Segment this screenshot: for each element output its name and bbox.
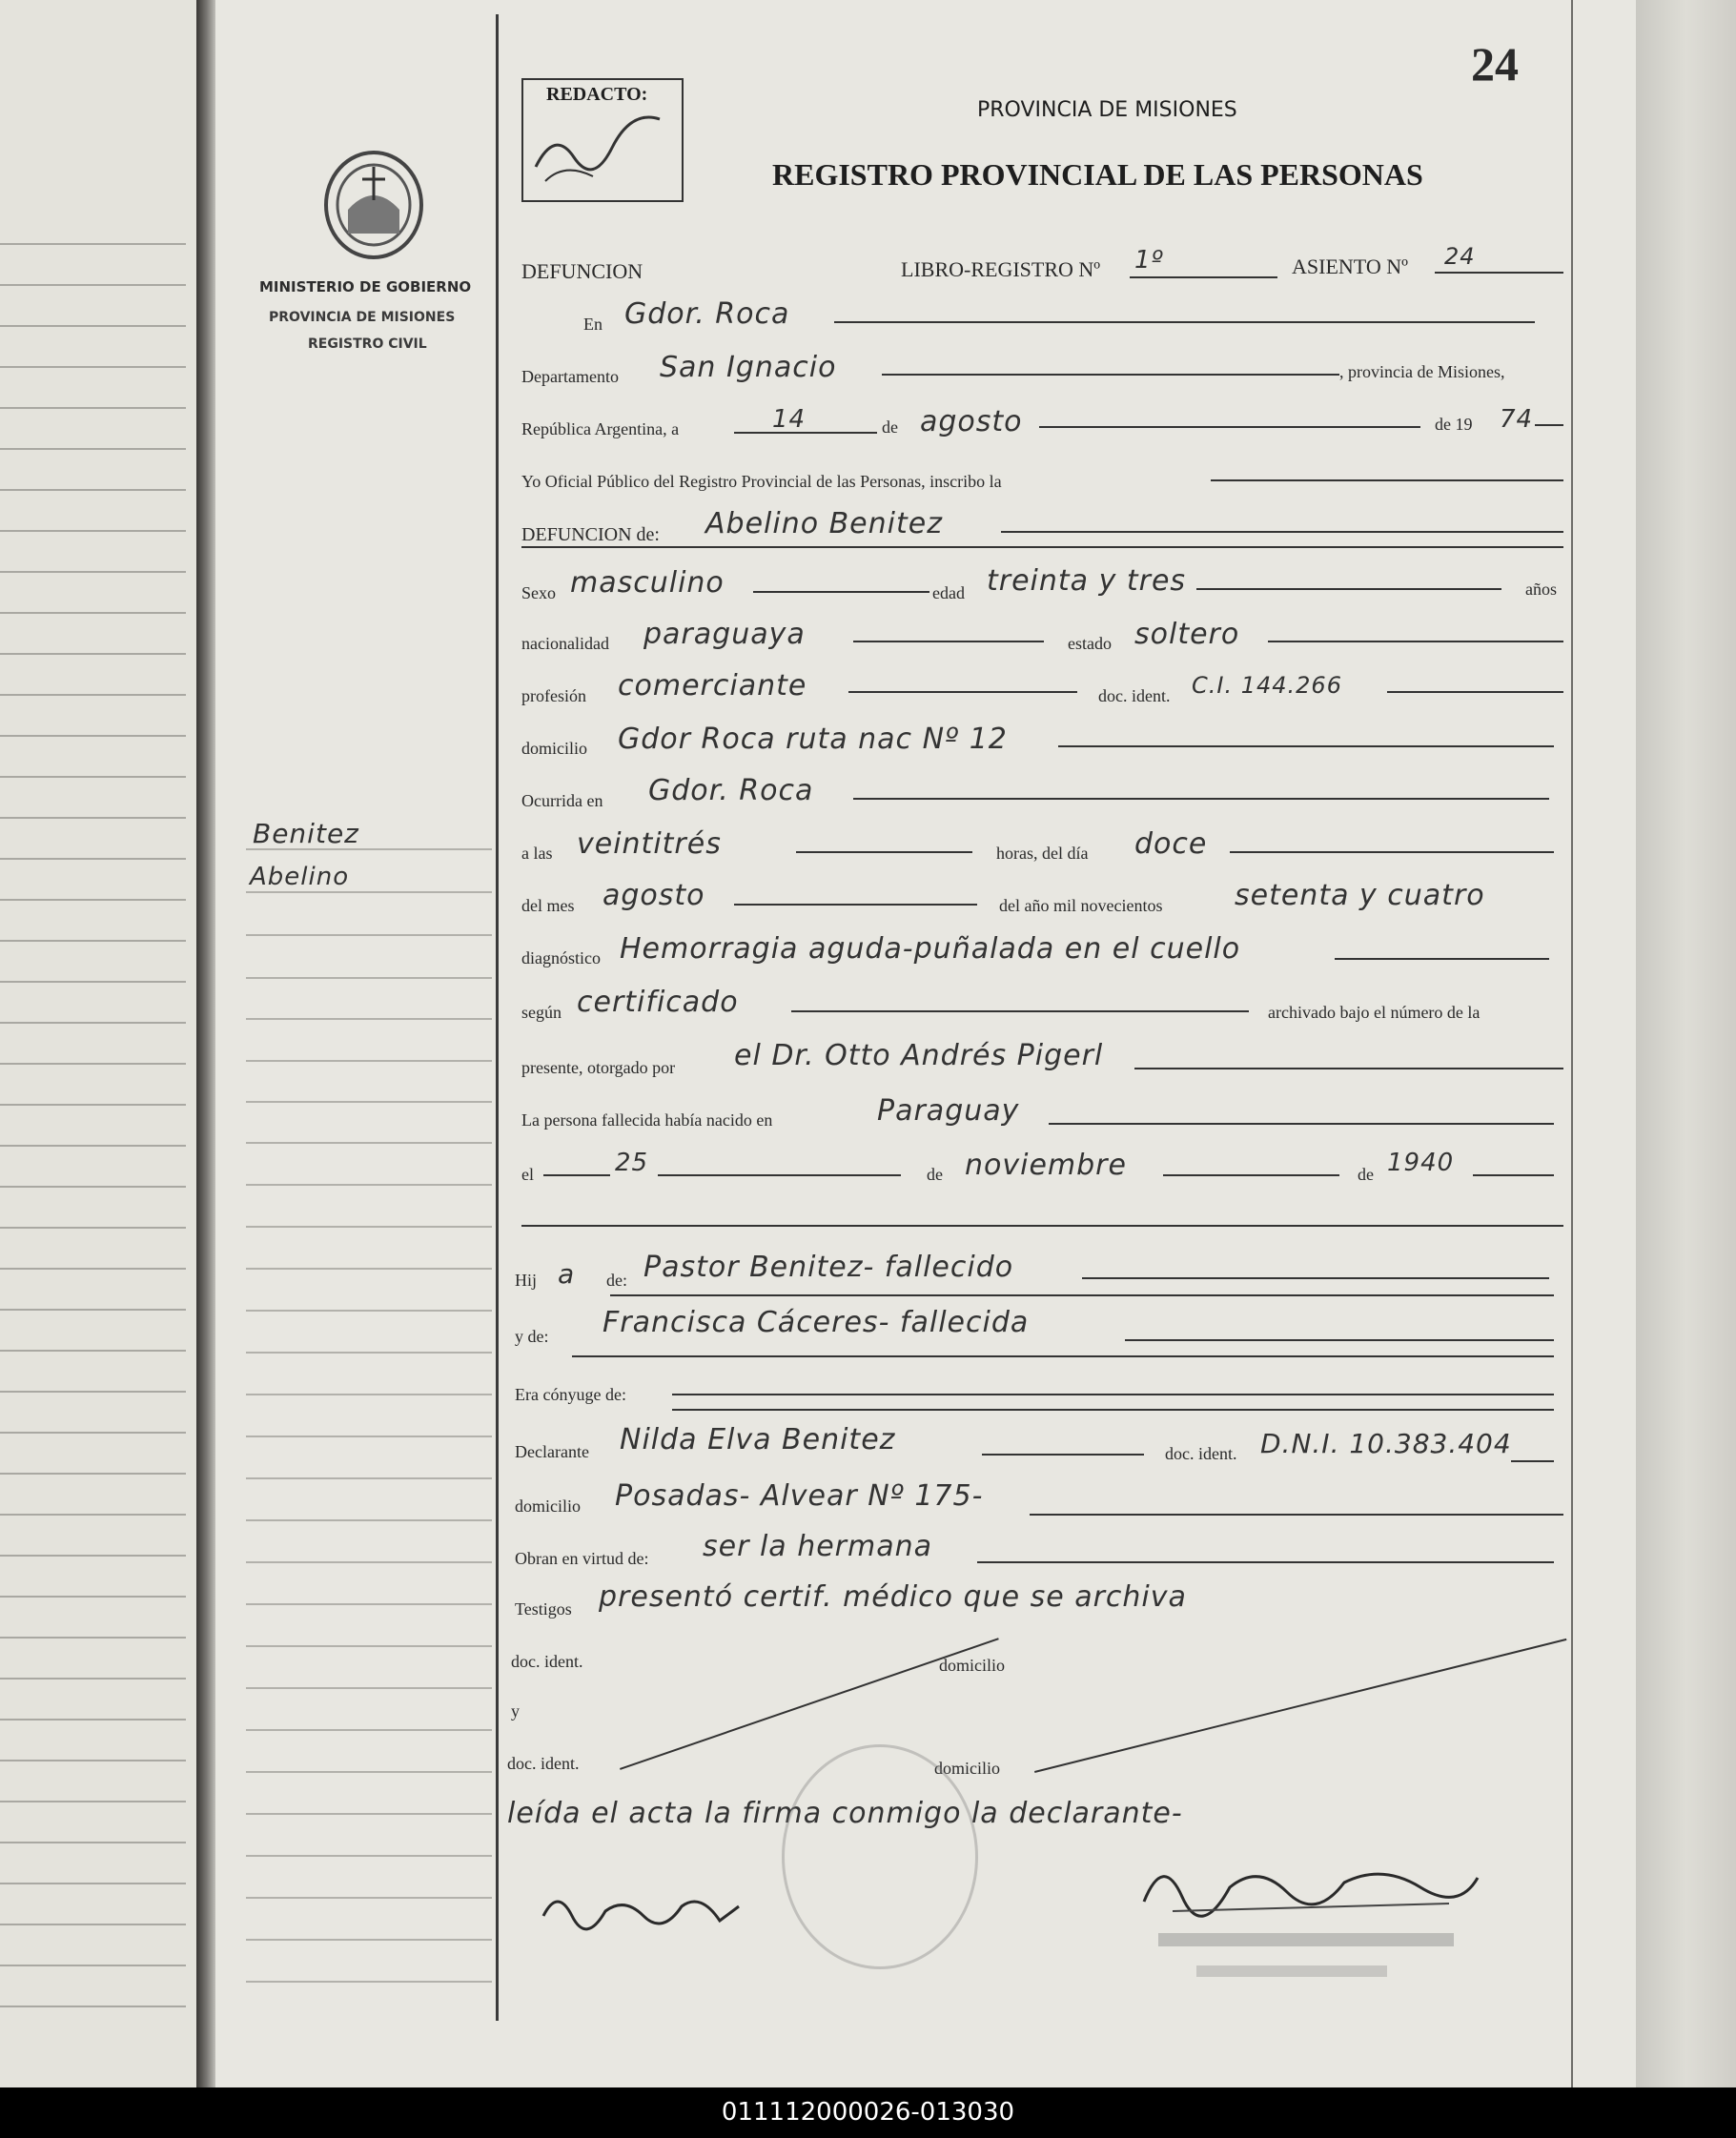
label-en: En [583, 315, 602, 334]
label-archivado: archivado bajo el número de la [1268, 1003, 1481, 1022]
ruled-line [0, 940, 186, 942]
note-line [246, 1352, 492, 1354]
value-libro: 1º [1134, 246, 1164, 275]
page-number: 24 [1471, 37, 1519, 91]
note-line [246, 1101, 492, 1103]
ruled-line [0, 284, 186, 286]
label-estado: estado [1068, 634, 1112, 653]
label-declarante: Declarante [515, 1442, 589, 1461]
book-gutter [196, 0, 217, 2087]
fill-line [543, 1174, 610, 1176]
label-domicilio-2: domicilio [515, 1497, 581, 1516]
fill-line [1435, 272, 1563, 274]
value-edad: treinta y tres [987, 564, 1187, 598]
label-profesion: profesión [521, 686, 586, 705]
label-hij: Hij [515, 1271, 538, 1290]
note-line [246, 1184, 492, 1186]
fill-line [1125, 1339, 1554, 1341]
label-doc-ident-3: doc. ident. [511, 1652, 583, 1671]
oficial-stamp [1158, 1925, 1482, 1997]
value-sexo: masculino [570, 566, 725, 600]
ruled-line [0, 1924, 186, 1925]
ruled-line [0, 1391, 186, 1393]
label-del-ano: del año mil novecientos [999, 896, 1163, 915]
redacto-label: REDACTO: [546, 84, 648, 105]
label-nacionalidad: nacionalidad [521, 634, 609, 653]
label-yo-oficial: Yo Oficial Público del Registro Provincial de las Personas, inscribo la [521, 472, 1002, 491]
value-decl-domicilio: Posadas- Alvear Nº 175- [615, 1479, 984, 1513]
fill-line [521, 546, 1563, 548]
ruled-line [0, 776, 186, 778]
value-madre: Francisca Cáceres- fallecida [602, 1306, 1030, 1339]
value-profesion: comerciante [618, 669, 807, 702]
note-line [246, 1897, 492, 1899]
fill-line [1058, 745, 1554, 747]
fill-line [1387, 691, 1563, 693]
label-y: y [511, 1701, 520, 1721]
value-padre: Pastor Benitez- fallecido [643, 1251, 1014, 1284]
ruled-line [0, 981, 186, 983]
margin-firstname: Abelino [250, 863, 350, 891]
label-doc-ident-2: doc. ident. [1165, 1444, 1237, 1463]
ruled-line [0, 1883, 186, 1884]
ruled-line [0, 1432, 186, 1434]
page-edge [1636, 0, 1736, 2087]
label-provincia: , provincia de Misiones, [1339, 362, 1505, 381]
value-estado: soltero [1134, 618, 1240, 651]
ruled-line [0, 2006, 186, 2007]
ruled-line [0, 1555, 186, 1557]
note-line [246, 1687, 492, 1689]
note-line [246, 934, 492, 936]
fill-line [1335, 958, 1549, 960]
label-ocurrida: Ocurrida en [521, 791, 603, 810]
note-line [246, 1142, 492, 1144]
value-cierre: leída el acta la firma conmigo la declarante- [507, 1797, 1183, 1830]
label-domicilio: domicilio [521, 739, 587, 758]
fill-line [672, 1409, 1554, 1411]
note-line [246, 1603, 492, 1605]
ruled-line [0, 735, 186, 737]
fill-line [796, 851, 972, 853]
value-departamento: San Ignacio [660, 351, 837, 384]
value-ano-muerte: setenta y cuatro [1235, 879, 1485, 912]
note-line [246, 1939, 492, 1941]
ruled-line [0, 1637, 186, 1639]
label-de-1: de [882, 417, 898, 437]
ruled-line [0, 1801, 186, 1802]
fill-line [1163, 1174, 1339, 1176]
value-nacido: Paraguay [877, 1094, 1020, 1128]
label-de-year: de 19 [1435, 415, 1473, 434]
document-id-footer: 011112000026-013030 [0, 2087, 1736, 2138]
fill-line [1134, 1068, 1563, 1069]
fill-line [610, 1294, 1554, 1296]
value-mes-muerte: agosto [602, 879, 705, 912]
note-line [246, 1813, 492, 1815]
label-departamento: Departamento [521, 367, 619, 386]
label-republica: República Argentina, a [521, 419, 680, 438]
ruled-line [0, 612, 186, 614]
ruled-line [0, 366, 186, 368]
note-line [246, 1436, 492, 1437]
value-nombre: Abelino Benitez [705, 507, 943, 540]
value-nac-dia: 25 [615, 1149, 649, 1177]
label-obran: Obran en virtud de: [515, 1549, 649, 1568]
value-nacionalidad: paraguaya [643, 618, 806, 651]
fill-line [982, 1454, 1144, 1456]
label-edad: edad [932, 583, 965, 602]
label-conyuge: Era cónyuge de: [515, 1385, 626, 1404]
value-declarante: Nilda Elva Benitez [620, 1423, 896, 1456]
value-domicilio: Gdor Roca ruta nac Nº 12 [618, 723, 1008, 756]
value-hora: veintitrés [577, 827, 722, 861]
label-domicilio-4: domicilio [934, 1759, 1000, 1778]
note-line [246, 1561, 492, 1563]
label-domicilio-3: domicilio [939, 1656, 1005, 1675]
fill-line [853, 641, 1044, 642]
note-line [246, 1018, 492, 1020]
value-ano: 74 [1500, 405, 1534, 434]
margin-surname: Benitez [253, 818, 359, 849]
label-del-mes: del mes [521, 896, 575, 915]
ruled-line [0, 817, 186, 819]
right-rule [1571, 0, 1573, 2087]
ruled-line [0, 1842, 186, 1843]
ruled-line [0, 1268, 186, 1270]
label-y-de: y de: [515, 1327, 549, 1346]
fill-line [753, 591, 929, 593]
fill-line [1473, 1174, 1554, 1176]
value-otorgado: el Dr. Otto Andrés Pigerl [734, 1039, 1104, 1072]
value-doc: C.I. 144.266 [1192, 672, 1342, 699]
fill-line [853, 798, 1549, 800]
note-line [246, 1855, 492, 1857]
left-page [0, 0, 202, 2087]
label-defuncion-de: DEFUNCION de: [521, 524, 660, 545]
fill-line [848, 691, 1077, 693]
registry-title: REGISTRO PROVINCIAL DE LAS PERSONAS [772, 157, 1423, 192]
value-hij-suffix: a [558, 1258, 576, 1290]
fill-line [1082, 1277, 1549, 1279]
label-doc-ident: doc. ident. [1098, 686, 1171, 705]
note-line [246, 977, 492, 979]
ruled-line [0, 243, 186, 245]
label-asiento: ASIENTO Nº [1292, 255, 1408, 278]
fill-line [1511, 1460, 1554, 1462]
label-presente: presente, otorgado por [521, 1058, 676, 1077]
note-line [246, 1477, 492, 1479]
fill-line [572, 1355, 1554, 1357]
note-line [246, 1771, 492, 1773]
note-line [246, 891, 492, 893]
note-line [246, 1060, 492, 1062]
fill-line [882, 374, 1339, 376]
ruled-line [0, 1227, 186, 1229]
label-diagnostico: diagnóstico [521, 948, 601, 967]
ruled-line [0, 1104, 186, 1106]
province-header: PROVINCIA DE MISIONES [977, 98, 1237, 122]
ruled-line [0, 1063, 186, 1065]
value-decl-doc: D.N.I. 10.383.404 [1260, 1428, 1512, 1459]
ruled-line [0, 1719, 186, 1721]
value-nac-ano: 1940 [1387, 1149, 1455, 1177]
value-nac-mes: noviembre [965, 1149, 1127, 1182]
ruled-line [0, 1760, 186, 1761]
ruled-line [0, 1965, 186, 1966]
ruled-line [0, 1473, 186, 1475]
label-doc-ident-4: doc. ident. [507, 1754, 580, 1773]
official-seal [782, 1744, 978, 1969]
fill-line [834, 321, 1535, 323]
ministry-line-1: MINISTERIO DE GOBIERNO [259, 278, 472, 295]
fill-line [1268, 641, 1563, 642]
value-testigos: presentó certif. médico que se archiva [599, 1580, 1187, 1614]
label-de-colon: de: [606, 1271, 627, 1290]
fill-line [1039, 426, 1420, 428]
label-defuncion: DEFUNCION [521, 259, 643, 283]
ruled-line [0, 694, 186, 696]
ruled-line [0, 407, 186, 409]
ruled-line [0, 653, 186, 655]
ruled-line [0, 1596, 186, 1598]
fill-line [672, 1394, 1554, 1395]
label-el: el [521, 1165, 534, 1184]
value-mes: agosto [920, 405, 1023, 438]
value-segun: certificado [577, 986, 739, 1019]
note-line [246, 1394, 492, 1395]
ministry-line-3: REGISTRO CIVIL [308, 336, 427, 352]
ruled-line [0, 1350, 186, 1352]
value-asiento: 24 [1444, 243, 1476, 270]
ministry-line-2: PROVINCIA DE MISIONES [269, 310, 456, 325]
note-line [246, 1268, 492, 1270]
value-dia-muerte: doce [1134, 827, 1208, 861]
label-a-las: a las [521, 844, 553, 863]
value-en: Gdor. Roca [624, 297, 790, 331]
fill-line [521, 1225, 1563, 1227]
value-obran: ser la hermana [703, 1530, 933, 1563]
ruled-line [0, 571, 186, 573]
fill-line [1130, 276, 1277, 278]
note-line [246, 1729, 492, 1731]
note-line [246, 1981, 492, 1983]
ruled-line [0, 325, 186, 327]
fill-line [734, 904, 977, 906]
ruled-line [0, 1186, 186, 1188]
redacto-initials-icon [526, 110, 674, 191]
ruled-line [0, 1678, 186, 1680]
label-testigos: Testigos [515, 1599, 572, 1619]
ruled-line [0, 448, 186, 450]
fill-line [791, 1010, 1249, 1012]
label-de-3: de [1358, 1165, 1374, 1184]
note-line [246, 1226, 492, 1228]
fill-line [1535, 424, 1563, 426]
fill-line [1211, 479, 1563, 481]
fill-line [1049, 1123, 1554, 1125]
fill-line [1001, 531, 1563, 533]
value-diagnostico: Hemorragia aguda-puñalada en el cuello [620, 932, 1241, 966]
ruled-line [0, 1145, 186, 1147]
oficial-signature [1134, 1844, 1487, 1921]
ruled-line [0, 1309, 186, 1311]
ruled-line [0, 1514, 186, 1516]
ruled-line [0, 489, 186, 491]
note-line [246, 1310, 492, 1312]
label-anos: años [1525, 580, 1557, 599]
label-libro: LIBRO-REGISTRO Nº [901, 257, 1101, 281]
note-line [246, 1645, 492, 1647]
coat-of-arms-icon [319, 143, 429, 262]
value-ocurrida: Gdor. Roca [648, 774, 814, 807]
label-segun: según [521, 1003, 562, 1022]
ruled-line [0, 899, 186, 901]
label-nacido: La persona fallecida había nacido en [521, 1110, 773, 1130]
fill-line [1196, 588, 1501, 590]
note-line [246, 1519, 492, 1521]
fill-line [977, 1561, 1554, 1563]
label-sexo: Sexo [521, 583, 556, 602]
ruled-line [0, 1022, 186, 1024]
ruled-line [0, 858, 186, 860]
ruled-line [0, 530, 186, 532]
label-horas: horas, del día [996, 844, 1089, 863]
fill-line [1230, 851, 1554, 853]
fill-line [1030, 1514, 1563, 1516]
value-dia: 14 [772, 405, 807, 434]
margin-rule [496, 14, 499, 2021]
label-de-2: de [927, 1165, 943, 1184]
fill-line [658, 1174, 901, 1176]
declarante-signature [539, 1878, 744, 1935]
